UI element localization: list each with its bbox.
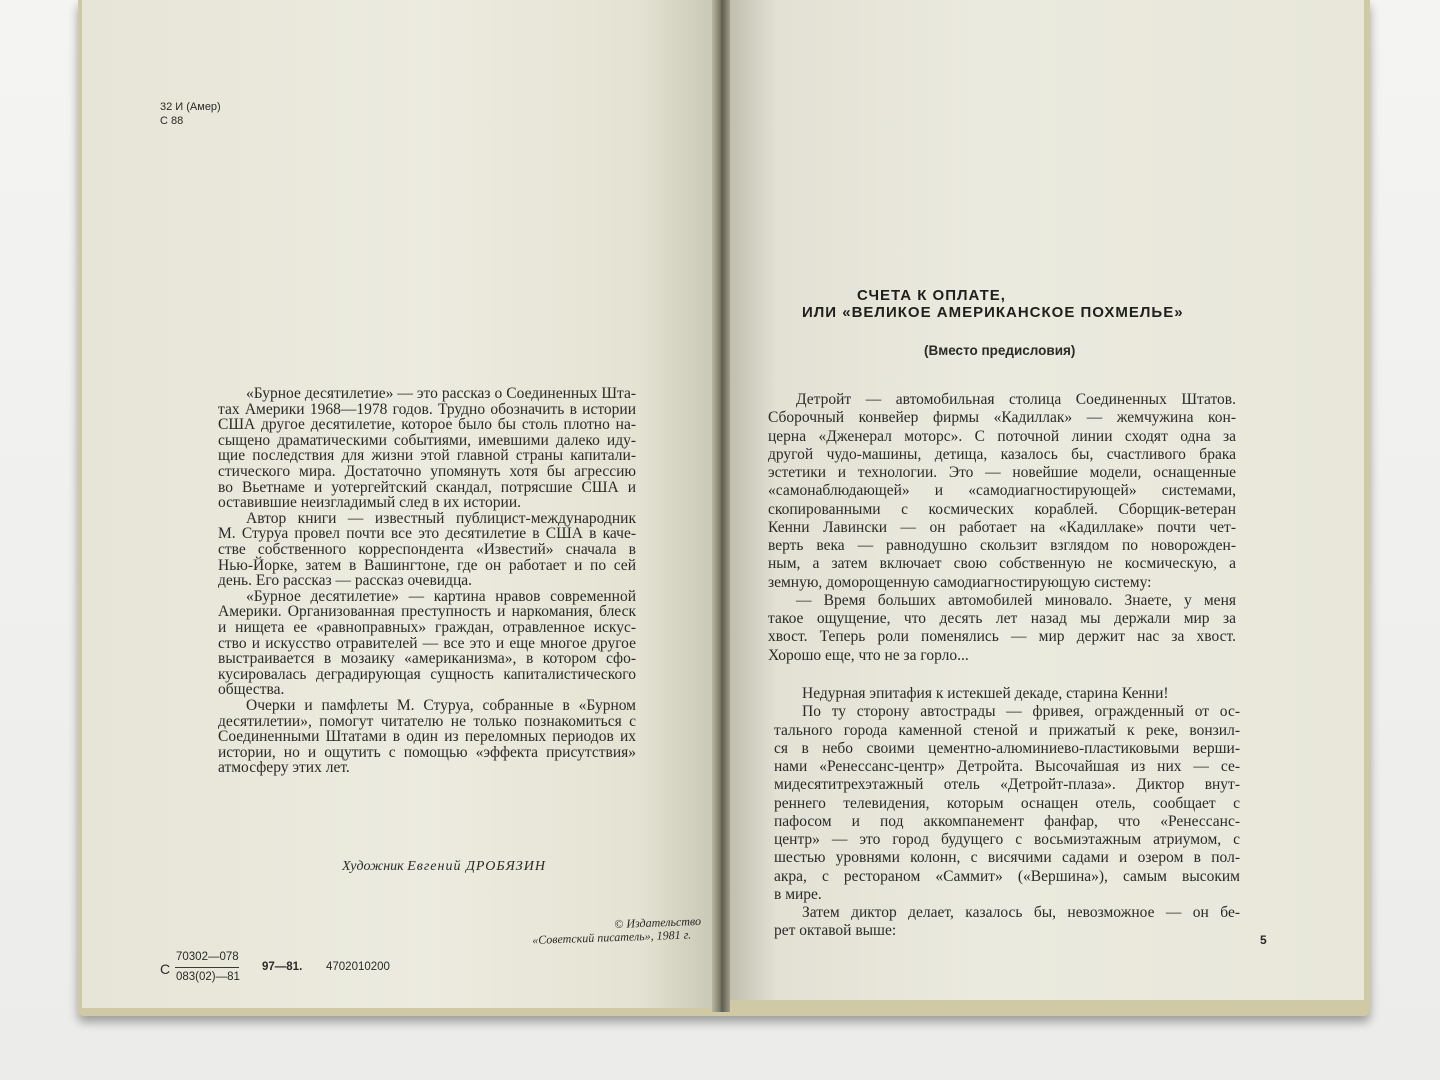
page-number: 5 [1260, 933, 1267, 947]
text-line: Недурная эпитафия к истекшей декаде, старина Кенни! [802, 685, 1169, 702]
text-line: нами «Ренессанс-центр» Детройта. Высочайшая из них — се- [774, 758, 1240, 775]
copyright-publisher: © Издательство [613, 913, 702, 931]
text-line: реннего телевидения, которым оснащен отель, сообщает с [774, 794, 1240, 812]
artist-label: Художник [342, 859, 404, 874]
text-line: общества. [218, 681, 285, 699]
text-line: эстетики и технологии. Это — новейшие модели, оснащенные [768, 464, 1236, 481]
text-line: истории, но и ощутить с помощью «эффекта присутствия» [218, 743, 636, 761]
text-line: атмосферу этих лет. [218, 759, 350, 777]
text-line: тах Америки 1968—1978 годов. Трудно обозначить в истории [218, 400, 636, 418]
text-line: тального города каменной стеной и прижатый к реке, вонзил- [774, 721, 1240, 739]
text-line: выстраивается в мозаику «американизма», в котором сфо- [218, 650, 636, 668]
text-line: мидесятитрехэтажный отель «Детройт-плаза». Диктор внут- [774, 776, 1240, 794]
artist-credit [342, 860, 546, 874]
text-line: Америки. Организованная преступность и наркомания, блеск [218, 603, 636, 621]
text-line: скопированными с космических кораблей. Сборщик-ветеран [768, 500, 1236, 518]
text-line: сыщено драматическими событиями, имевшими далеко иду- [218, 431, 636, 449]
imprint-fraction-line [175, 967, 239, 968]
text-line: По ту сторону автострады — фривея, огражденный от ос- [802, 703, 1240, 721]
text-line: день. Его рассказ — рассказ очевидца. [218, 572, 473, 590]
text-line: в мире. [774, 885, 822, 903]
text-line: хвост. Теперь роли поменялись — мир держит нас за хвост. [768, 628, 1236, 646]
text-line: Очерки и памфлеты М. Стуруа, собранные в «Бурном [246, 697, 636, 714]
artist-name: Евгений ДРОБЯЗИН [407, 859, 546, 874]
book-gutter [712, 0, 730, 1012]
text-line: ным, а затем включает свою собственную не космическую, а [768, 555, 1236, 573]
text-line: ся в небо своими цементно-алюминиево-пластиковыми верши- [774, 739, 1240, 757]
imprint-number: 4702010200 [326, 961, 390, 973]
imprint-code: 97—81. [262, 961, 303, 973]
text-line: «самонаблюдающей» и «самодиагностирующей» системами, [768, 482, 1236, 500]
text-line: во Вьетнаме и уотергейтский скандал, потрясшие США и [218, 478, 636, 496]
text-line: десятилетии», помогут читателю не только познакомиться с [218, 712, 636, 730]
text-line: земную, доморощенную самодиагностирующую систему: [768, 573, 1152, 591]
text-line: и нищета ее «равноправных» граждан, отравленное искус- [218, 619, 636, 636]
text-line: США другое десятилетие, которое было бы столь плотно на- [218, 416, 636, 434]
text-line: верть века — равнодушно скользит взглядом по новорожден- [768, 537, 1236, 554]
text-line: Хорошо еще, что не за горло... [768, 646, 969, 664]
chapter-subtitle: (Вместо предисловия) [924, 343, 1076, 358]
text-line: Соединенными Штатами в один из переломных периодов их [218, 728, 636, 746]
text-line: стве собственного корреспондента «Известий» сначала в [218, 541, 636, 558]
text-line: пафосом и под аккомпанемент фанфар, что «Ренессанс- [774, 812, 1240, 830]
text-line: церна «Дженерал моторс». С поточной линии сходят одна за [768, 427, 1236, 445]
text-line: стического мира. Достаточно упомянуть хотя бы агрессию [218, 463, 636, 480]
imprint-bottom: 083(02)—81 [176, 971, 240, 983]
text-line: «Бурное десятилетие» — это рассказ о Соединенных Шта- [246, 385, 636, 402]
text-line: шестью уровнями колонн, с висячими садами и озером в пол- [774, 849, 1240, 867]
catalog-index: С 88 [160, 115, 184, 127]
chapter-title-line-2: ИЛИ «ВЕЛИКОЕ АМЕРИКАНСКОЕ ПОХМЕЛЬЕ» [802, 304, 1184, 321]
text-line: Нью-Йорке, затем в Вашингтоне, где он работает и по сей [218, 556, 636, 574]
imprint-letter: С [160, 961, 171, 977]
text-line: другой чудо-машины, детища, казалось бы, счастливого брака [768, 445, 1236, 463]
text-line: М. Стуруа провел почти все это десятилетие в США в каче- [218, 525, 636, 543]
text-line: «Бурное десятилетие» — картина нравов современной [246, 587, 636, 605]
catalog-code: 32 И (Амер) [160, 101, 221, 113]
text-line: Автор книги — известный публицист-международник [246, 509, 636, 527]
chapter-title-line-1: СЧЕТА К ОПЛАТЕ, [857, 287, 1006, 304]
text-line: центр» — это город будущего с восьмиэтажным атриумом, с [774, 831, 1240, 848]
text-line: акра, с рестораном «Саммит» («Вершина»), самым высоким [774, 867, 1240, 885]
text-line: щие последствия для жизни этой главной страны капитали- [218, 447, 636, 465]
imprint-top: 70302—078 [176, 951, 239, 963]
text-line: ство и искусство отравителей — все это и еще многое другое [218, 634, 636, 652]
text-line: Сборочный конвейер фирмы «Кадиллак» — жемчужина кон- [768, 409, 1236, 427]
text-line: Детройт — автомобильная столица Соединенных Штатов. [796, 391, 1236, 408]
copyright-title-year: «Советский писатель», 1981 г. [531, 927, 692, 947]
text-line: оставившие неизгладимый след в их истории. [218, 494, 521, 512]
text-line: такое ощущение, что десять лет назад мы держали мир за [768, 610, 1236, 627]
text-line: — Время больших автомобилей миновало. Знаете, у меня [796, 591, 1236, 609]
text-line: Затем диктор делает, казалось бы, невозможное — он бе- [802, 904, 1240, 921]
text-line: кусировалась деградирующая сущность капиталистического [218, 665, 636, 683]
text-line: Кенни Лавински — он работает на «Кадиллаке» почти чет- [768, 518, 1236, 536]
text-line: рет октавой выше: [774, 922, 897, 940]
